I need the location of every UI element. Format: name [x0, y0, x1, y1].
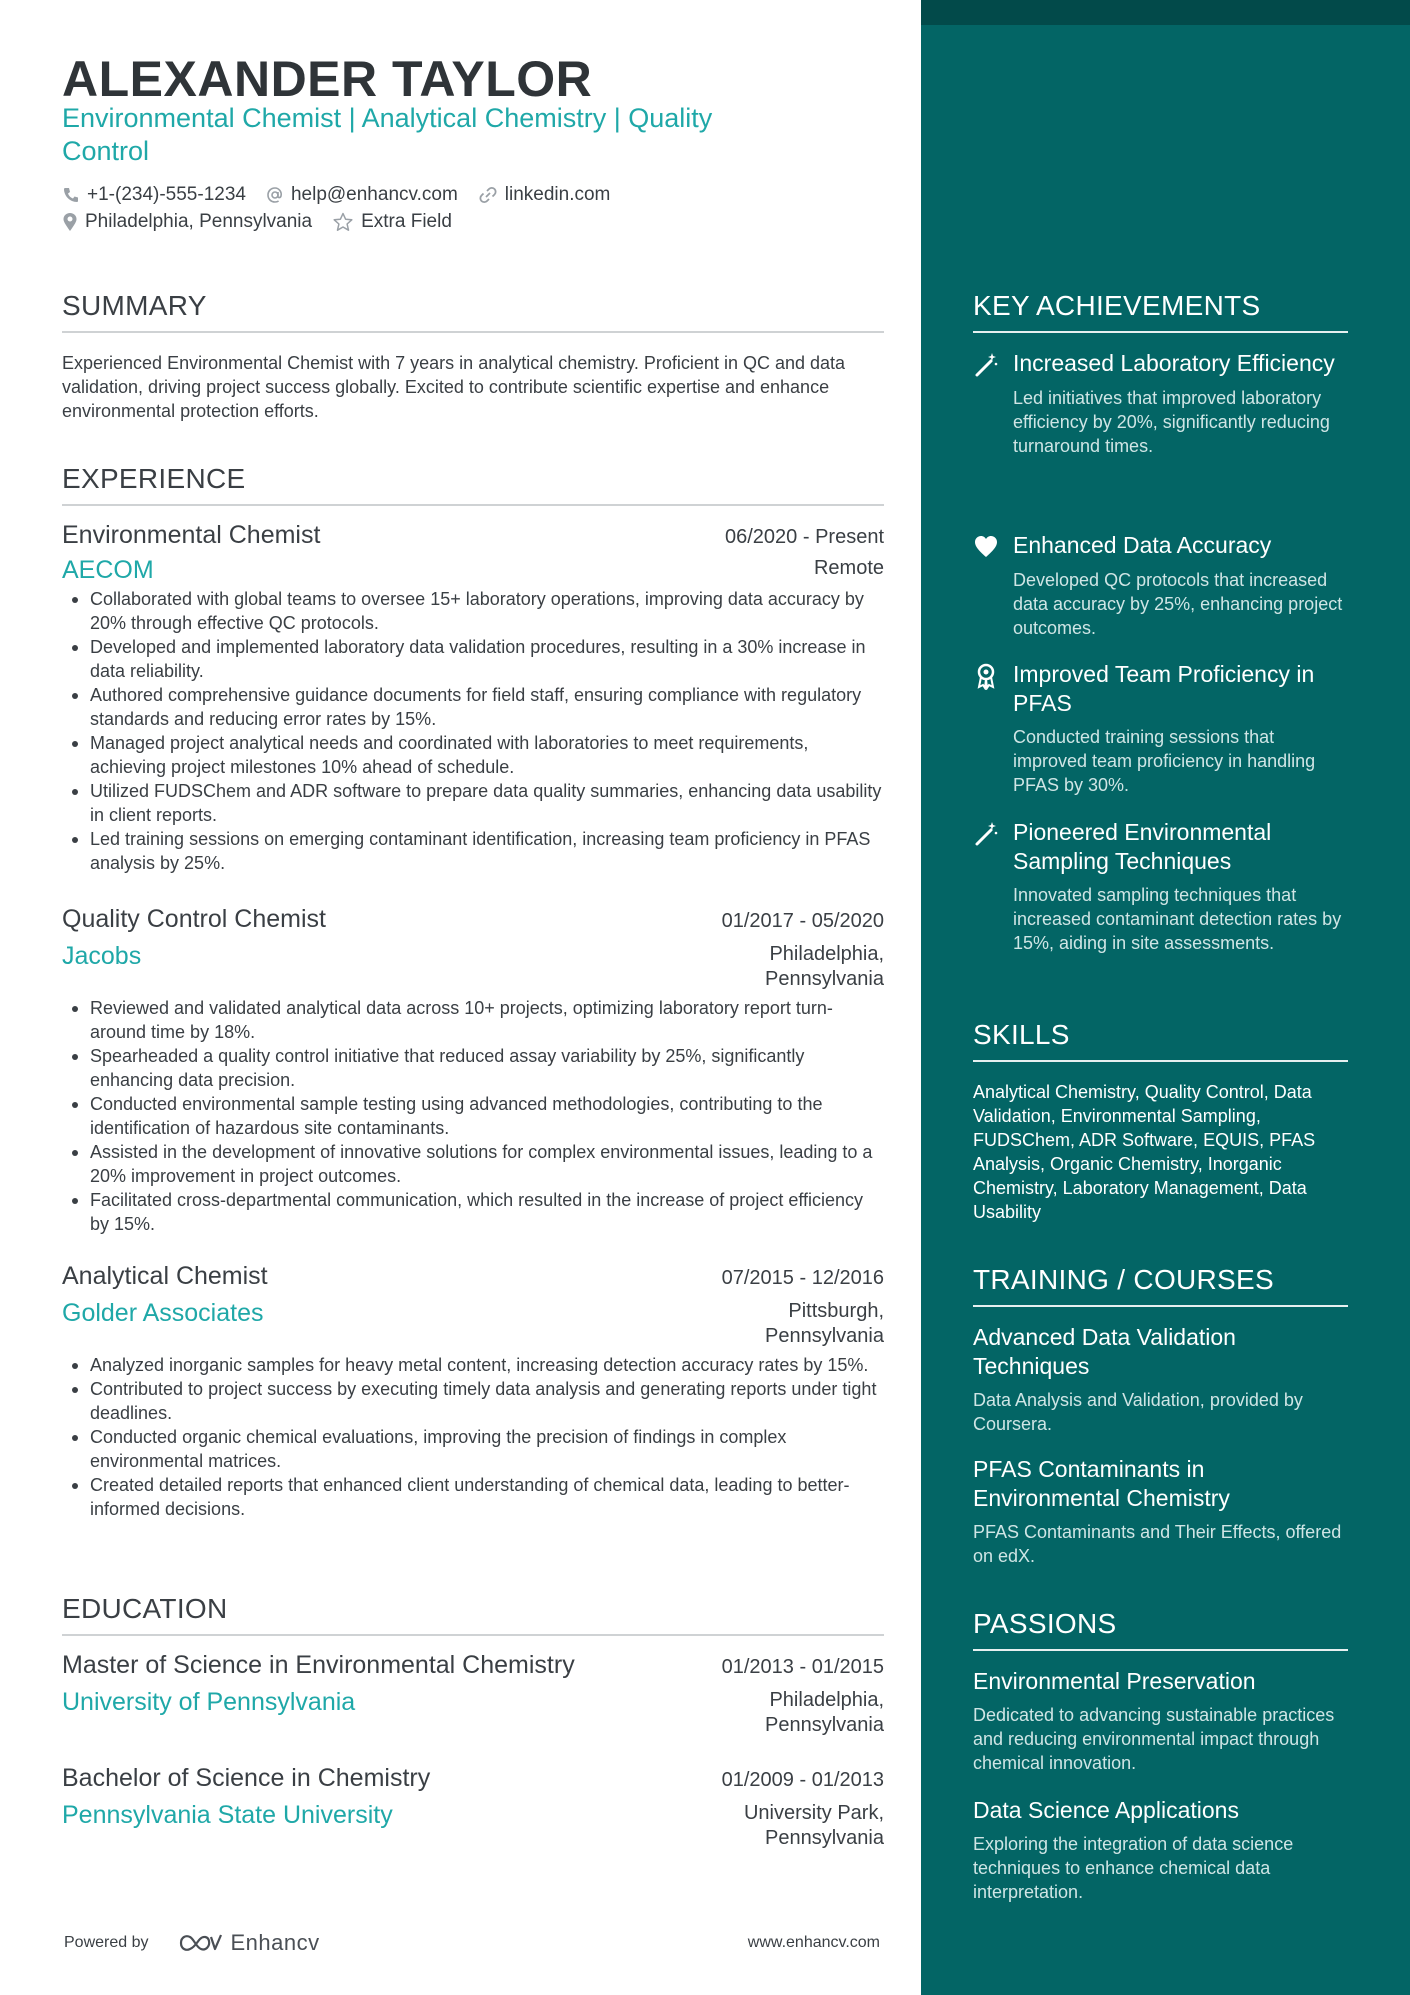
achievement-title: Enhanced Data Accuracy — [1013, 532, 1272, 558]
at-sign-icon — [266, 186, 284, 204]
award-ribbon-icon — [973, 662, 999, 690]
job-location-line: Pittsburgh, — [788, 1300, 884, 1322]
enhancv-logo[interactable] — [177, 1930, 320, 1956]
training-heading: TRAINING / COURSES — [973, 1264, 1348, 1307]
achievement-desc: Developed QC protocols that increased data accuracy by 25%, enhancing project outcomes. — [1013, 570, 1343, 638]
job-bullet: Analyzed inorganic samples for heavy metal content, increasing detection accuracy rates by 15%. — [90, 1353, 884, 1377]
education-entry — [62, 1651, 884, 1738]
sidebar-top-bar — [921, 0, 1410, 25]
passion-desc: Exploring the integration of data science techniques to enhance chemical data interpretation. — [973, 1834, 1294, 1902]
training-desc: PFAS Contaminants and Their Effects, offered on edX. — [973, 1522, 1342, 1566]
experience-entry — [62, 905, 884, 1236]
job-bullet: Managed project analytical needs and coordinated with laboratories to meet requirements, achieving project milestones 10% ahead of schedule. — [90, 731, 884, 779]
education-date: 01/2013 - 01/2015 — [721, 1656, 884, 1678]
job-title: Analytical Chemist — [62, 1262, 268, 1290]
passions-heading: PASSIONS — [973, 1608, 1348, 1651]
training-item — [973, 1323, 1353, 1436]
map-pin-icon — [62, 212, 78, 232]
school-name: Pennsylvania State University — [62, 1801, 393, 1829]
summary-heading: SUMMARY — [62, 290, 884, 333]
extra-contact — [332, 211, 452, 233]
degree-title: Bachelor of Science in Chemistry — [62, 1764, 431, 1792]
email-contact[interactable] — [266, 184, 458, 206]
degree-title: Master of Science in Environmental Chemistry — [62, 1651, 575, 1679]
job-date: 06/2020 - Present — [725, 526, 884, 548]
job-location-line: Philadelphia, — [769, 943, 884, 965]
passion-title: Data Science Applications — [973, 1797, 1239, 1823]
school-location — [765, 1688, 884, 1738]
footer-url[interactable]: www.enhancv.com — [747, 1934, 880, 1951]
education-heading: EDUCATION — [62, 1593, 884, 1636]
magic-wand-icon — [973, 351, 999, 379]
achievement-desc: Conducted training sessions that improved team proficiency in handling PFAS by 30%. — [1013, 727, 1316, 795]
job-location — [765, 942, 884, 992]
experience-heading: EXPERIENCE — [62, 463, 884, 506]
email-text[interactable]: help@enhancv.com — [290, 184, 458, 205]
job-bullet: Authored comprehensive guidance documents for field staff, ensuring compliance with regulatory standards and reducing error rates by 15%. — [90, 683, 884, 731]
achievements-heading: KEY ACHIEVEMENTS — [973, 290, 1348, 333]
phone-text: +1-(234)-555-1234 — [87, 184, 246, 205]
job-bullets — [62, 996, 884, 1236]
achievement-desc: Innovated sampling techniques that increased contaminant detection rates by 15%, aiding in site assessments. — [1013, 885, 1342, 953]
contact-row — [62, 184, 630, 206]
job-bullet: Collaborated with global teams to oversee 15+ laboratory operations, improving data accuracy by 20% through effective QC protocols. — [90, 587, 884, 635]
experience-entry — [62, 1262, 884, 1521]
job-bullet: Developed and implemented laboratory data validation procedures, resulting in a 30% increase in data reliability. — [90, 635, 884, 683]
contact-row — [62, 211, 472, 233]
job-title: Environmental Chemist — [62, 521, 321, 549]
job-bullet: Created detailed reports that enhanced client understanding of chemical data, leading to better-informed decisions. — [90, 1473, 884, 1521]
job-bullets — [62, 1353, 884, 1521]
magic-wand-icon — [973, 820, 999, 848]
achievement-title: Improved Team Proficiency in PFAS — [1013, 661, 1315, 716]
powered-by-text: Powered by — [64, 1934, 149, 1951]
training-title: PFAS Contaminants in Environmental Chemistry — [973, 1456, 1230, 1511]
job-bullet: Assisted in the development of innovative solutions for complex environmental issues, leading to a 20% improvement in project outcomes. — [90, 1140, 884, 1188]
training-desc: Data Analysis and Validation, provided by Coursera. — [973, 1390, 1303, 1434]
job-location: Remote — [813, 557, 884, 579]
achievement-item — [973, 531, 1353, 640]
job-bullet: Spearheaded a quality control initiative that reduced assay variability by 25%, significantly enhancing data precision. — [90, 1044, 884, 1092]
job-bullet: Contributed to project success by executing timely data analysis and generating reports under tight deadlines. — [90, 1377, 884, 1425]
achievement-title: Increased Laboratory Efficiency — [1013, 350, 1335, 376]
job-company: AECOM — [62, 556, 154, 584]
achievement-item — [973, 349, 1353, 458]
star-icon — [332, 212, 354, 232]
extra-text: Extra Field — [361, 211, 452, 232]
school-location — [744, 1801, 884, 1851]
achievement-title: Pioneered Environmental Sampling Techniques — [1013, 819, 1272, 874]
job-bullet: Utilized FUDSChem and ADR software to prepare data quality summaries, enhancing data usability in client reports. — [90, 779, 884, 827]
candidate-name: ALEXANDER TAYLOR — [62, 51, 593, 107]
school-location-line: Pennsylvania — [765, 1714, 884, 1736]
enhancv-brand: Enhancv — [230, 1930, 320, 1955]
experience-entry — [62, 521, 884, 875]
education-entry — [62, 1764, 884, 1851]
job-date: 07/2015 - 12/2016 — [721, 1267, 884, 1289]
location-text: Philadelphia, Pennsylvania — [85, 211, 313, 232]
job-location — [765, 1299, 884, 1349]
job-bullet: Reviewed and validated analytical data across 10+ projects, optimizing laboratory report turn-around time by 18%. — [90, 996, 884, 1044]
job-bullet: Conducted environmental sample testing using advanced methodologies, contributing to the identification of hazardous site contaminants. — [90, 1092, 884, 1140]
passion-item — [973, 1667, 1353, 1775]
footer — [62, 1928, 884, 1958]
skills-list: Analytical Chemistry, Quality Control, Data Validation, Environmental Sampling, FUDSChem, ADR Software, EQUIS, PFAS Analysis, Organic Chemistry, Inorganic Chemistry, Laboratory Management, Data Usability — [973, 1082, 1316, 1222]
enhancv-logo-icon — [177, 1931, 225, 1955]
passion-title: Environmental Preservation — [973, 1668, 1256, 1694]
job-bullet: Conducted organic chemical evaluations, improving the precision of findings in complex environmental matrices. — [90, 1425, 884, 1473]
school-location-line: University Park, — [743, 1802, 884, 1824]
job-bullet: Led training sessions on emerging contaminant identification, increasing team proficiency in PFAS analysis by 25%. — [90, 827, 884, 875]
link-icon — [478, 186, 498, 204]
heart-icon — [973, 533, 999, 561]
achievement-desc: Led initiatives that improved laboratory efficiency by 20%, significantly reducing turnaround times. — [1013, 388, 1330, 456]
achievement-item — [973, 660, 1353, 797]
job-date: 01/2017 - 05/2020 — [721, 910, 884, 932]
training-item — [973, 1455, 1353, 1568]
summary-text: Experienced Environmental Chemist with 7 years in analytical chemistry. Proficient in QC and data validation, driving project success globally. Excited to contribute scientific expertise and enhance environmental protection efforts. — [62, 353, 846, 421]
passion-desc: Dedicated to advancing sustainable practices and reducing environmental impact through chemical innovation. — [973, 1705, 1335, 1773]
linkedin-text[interactable]: linkedin.com — [504, 184, 611, 205]
school-name: University of Pennsylvania — [62, 1688, 356, 1716]
job-title: Quality Control Chemist — [62, 905, 326, 933]
achievement-item — [973, 818, 1353, 955]
job-company: Jacobs — [62, 942, 142, 970]
linkedin-contact[interactable] — [478, 184, 611, 206]
training-title: Advanced Data Validation Techniques — [973, 1324, 1236, 1379]
candidate-headline: Environmental Chemist | Analytical Chemistry | Quality Control — [62, 103, 713, 166]
job-location-line: Pennsylvania — [765, 1325, 884, 1347]
school-location-line: Pennsylvania — [765, 1827, 884, 1849]
job-bullet: Facilitated cross-departmental communication, which resulted in the increase of project efficiency by 15%. — [90, 1188, 884, 1236]
right-sidebar — [921, 0, 1410, 1995]
school-location-line: Philadelphia, — [769, 1689, 884, 1711]
skills-heading: SKILLS — [973, 1019, 1348, 1062]
passion-item — [973, 1796, 1353, 1904]
education-date: 01/2009 - 01/2013 — [721, 1769, 884, 1791]
phone-contact — [62, 184, 246, 206]
phone-icon — [62, 186, 80, 204]
location-contact — [62, 211, 312, 233]
job-company: Golder Associates — [62, 1299, 264, 1327]
job-location-line: Pennsylvania — [765, 968, 884, 990]
job-bullets — [62, 587, 884, 875]
